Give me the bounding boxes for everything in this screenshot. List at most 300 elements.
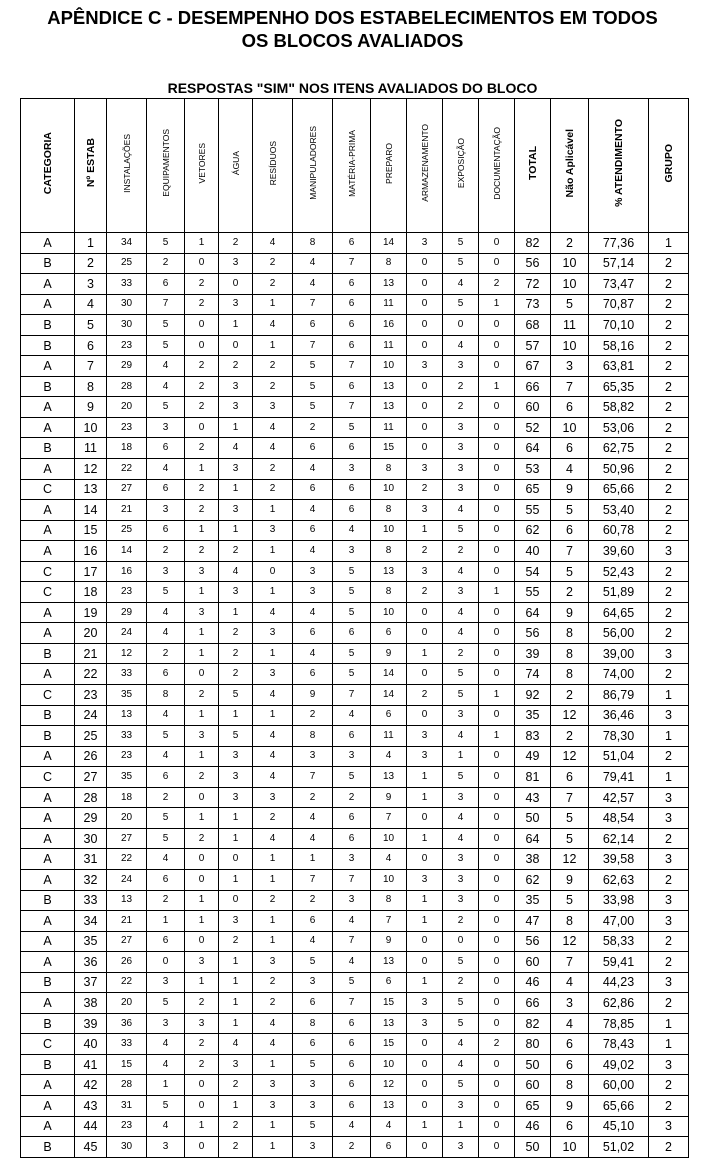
table-cell: 2 [253, 376, 293, 397]
table-cell: 56 [515, 623, 551, 644]
table-cell: 2 [147, 890, 185, 911]
table-cell: 7 [333, 869, 371, 890]
table-cell: 10 [551, 335, 589, 356]
table-cell: 0 [479, 479, 515, 500]
table-row [21, 417, 689, 438]
table-cell: 9 [551, 602, 589, 623]
table-cell: 4 [333, 1116, 371, 1137]
table-cell: 3 [147, 1137, 185, 1158]
table-cell: 2 [333, 787, 371, 808]
table-cell: 3 [219, 767, 253, 788]
table-cell: 1 [219, 972, 253, 993]
table-cell: 3 [219, 397, 253, 418]
table-cell: 2 [185, 294, 219, 315]
table-cell: 0 [407, 315, 443, 336]
table-row [21, 931, 689, 952]
table-cell: 60,78 [589, 520, 649, 541]
table-cell: 23 [75, 685, 107, 706]
table-cell: 52 [515, 417, 551, 438]
table-cell: 6 [147, 869, 185, 890]
table-cell: 1 [407, 767, 443, 788]
table-cell: 24 [75, 705, 107, 726]
table-row [21, 952, 689, 973]
table-row [21, 911, 689, 932]
table-cell: 3 [649, 541, 689, 562]
table-cell: 2 [649, 274, 689, 295]
table-cell: 40 [515, 541, 551, 562]
table-row [21, 1137, 689, 1158]
table-cell: 33 [107, 1034, 147, 1055]
table-cell: 0 [407, 1034, 443, 1055]
table-cell: 1 [649, 1013, 689, 1034]
table-cell: 5 [293, 376, 333, 397]
table-cell: 2 [185, 500, 219, 521]
table-cell: 64,65 [589, 602, 649, 623]
table-cell: 0 [185, 315, 219, 336]
table-cell: 0 [407, 294, 443, 315]
table-cell: 2 [443, 397, 479, 418]
table-cell: 0 [479, 1137, 515, 1158]
column-header-label: VETORES [196, 142, 207, 184]
table-cell: 25 [107, 520, 147, 541]
table-cell: 2 [649, 931, 689, 952]
table-cell: 4 [293, 500, 333, 521]
table-cell: 45,10 [589, 1116, 649, 1137]
table-cell: B [21, 890, 75, 911]
table-cell: 4 [219, 561, 253, 582]
table-cell: 3 [649, 787, 689, 808]
table-row [21, 1095, 689, 1116]
table-cell: 3 [253, 1095, 293, 1116]
table-cell: 12 [551, 705, 589, 726]
table-cell: 0 [479, 561, 515, 582]
table-cell: 7 [551, 787, 589, 808]
table-cell: 4 [333, 952, 371, 973]
table-cell: 1 [253, 1137, 293, 1158]
table-cell: 0 [479, 623, 515, 644]
table-cell: 28 [75, 787, 107, 808]
table-cell: 0 [407, 849, 443, 870]
table-cell: 1 [253, 643, 293, 664]
table-cell: A [21, 459, 75, 480]
table-cell: 5 [551, 294, 589, 315]
table-cell: 0 [443, 315, 479, 336]
table-cell: 13 [371, 767, 407, 788]
table-cell: 0 [479, 253, 515, 274]
column-header [443, 99, 479, 233]
table-cell: 7 [147, 294, 185, 315]
table-cell: 9 [75, 397, 107, 418]
table-cell: 5 [443, 253, 479, 274]
table-cell: 1 [219, 520, 253, 541]
column-header [333, 99, 371, 233]
table-cell: 1 [253, 1054, 293, 1075]
table-cell: 64 [515, 602, 551, 623]
table-cell: 62,75 [589, 438, 649, 459]
table-row [21, 479, 689, 500]
table-cell: 66 [515, 993, 551, 1014]
table-cell: 0 [479, 931, 515, 952]
table-cell: 5 [333, 643, 371, 664]
table-cell: B [21, 1013, 75, 1034]
table-cell: 3 [147, 972, 185, 993]
table-cell: 13 [371, 561, 407, 582]
table-cell: 0 [479, 828, 515, 849]
table-cell: 8 [293, 726, 333, 747]
table-cell: 0 [479, 500, 515, 521]
table-cell: A [21, 623, 75, 644]
column-header [107, 99, 147, 233]
table-cell: 86,79 [589, 685, 649, 706]
table-cell: 1 [185, 643, 219, 664]
table-cell: 2 [253, 459, 293, 480]
table-row [21, 561, 689, 582]
table-cell: 0 [219, 274, 253, 295]
table-row [21, 746, 689, 767]
table-cell: 0 [185, 1137, 219, 1158]
table-cell: 6 [147, 274, 185, 295]
table-cell: 0 [407, 1075, 443, 1096]
table-cell: A [21, 869, 75, 890]
table-cell: 3 [75, 274, 107, 295]
table-cell: 2 [253, 274, 293, 295]
table-cell: 26 [107, 952, 147, 973]
table-cell: 56,00 [589, 623, 649, 644]
table-cell: 2 [407, 541, 443, 562]
table-cell: 65 [515, 1095, 551, 1116]
column-header [147, 99, 185, 233]
table-cell: 6 [293, 911, 333, 932]
table-cell: 2 [551, 726, 589, 747]
table-cell: 0 [479, 356, 515, 377]
table-cell: 3 [649, 1054, 689, 1075]
table-cell: 3 [253, 787, 293, 808]
table-cell: 0 [479, 787, 515, 808]
table-cell: 6 [333, 1095, 371, 1116]
table-cell: 33 [107, 274, 147, 295]
table-row [21, 643, 689, 664]
table-cell: 6 [333, 479, 371, 500]
table-cell: 4 [253, 438, 293, 459]
table-cell: 40 [75, 1034, 107, 1055]
table-cell: 5 [551, 500, 589, 521]
table-cell: 2 [551, 233, 589, 254]
table-cell: 6 [75, 335, 107, 356]
table-cell: C [21, 685, 75, 706]
table-cell: 3 [219, 582, 253, 603]
table-cell: 1 [219, 417, 253, 438]
table-cell: 10 [551, 1137, 589, 1158]
table-cell: 27 [107, 479, 147, 500]
table-cell: 73,47 [589, 274, 649, 295]
table-cell: 6 [147, 520, 185, 541]
table-cell: 2 [649, 828, 689, 849]
table-cell: 2 [219, 664, 253, 685]
table-cell: 2 [649, 335, 689, 356]
table-cell: 7 [371, 911, 407, 932]
table-cell: 49 [515, 746, 551, 767]
table-cell: 14 [107, 541, 147, 562]
table-subtitle: RESPOSTAS "SIM" NOS ITENS AVALIADOS DO BLOCO [167, 80, 538, 96]
table-cell: 2 [185, 438, 219, 459]
table-cell: 20 [75, 623, 107, 644]
table-cell: 11 [551, 315, 589, 336]
table-cell: 74 [515, 664, 551, 685]
table-cell: 4 [219, 438, 253, 459]
table-row [21, 500, 689, 521]
table-cell: 7 [551, 541, 589, 562]
table-cell: 1 [253, 849, 293, 870]
header-row [21, 99, 689, 233]
table-cell: 15 [107, 1054, 147, 1075]
table-cell: 4 [147, 459, 185, 480]
table-cell: 6 [333, 274, 371, 295]
column-header-label: CATEGORIA [41, 131, 54, 195]
table-cell: 1 [479, 726, 515, 747]
table-cell: 3 [253, 664, 293, 685]
column-header [649, 99, 689, 233]
table-cell: 10 [75, 417, 107, 438]
table-cell: 5 [147, 582, 185, 603]
table-cell: 3 [253, 952, 293, 973]
table-cell: 2 [219, 643, 253, 664]
table-cell: 0 [407, 335, 443, 356]
table-cell: 4 [147, 356, 185, 377]
table-cell: 1 [253, 582, 293, 603]
table-cell: 62,14 [589, 828, 649, 849]
table-cell: A [21, 993, 75, 1014]
table-cell: 78,85 [589, 1013, 649, 1034]
table-cell: 24 [107, 623, 147, 644]
table-cell: 15 [371, 438, 407, 459]
table-cell: 2 [147, 643, 185, 664]
table-row [21, 890, 689, 911]
table-cell: 1 [443, 1116, 479, 1137]
table-cell: 3 [649, 808, 689, 829]
table-cell: 7 [333, 253, 371, 274]
table-cell: B [21, 972, 75, 993]
table-cell: 25 [107, 253, 147, 274]
table-cell: 92 [515, 685, 551, 706]
table-cell: 4 [253, 685, 293, 706]
table-cell: 8 [551, 623, 589, 644]
table-cell: A [21, 541, 75, 562]
table-cell: 47,00 [589, 911, 649, 932]
table-cell: A [21, 664, 75, 685]
table-cell: 13 [371, 1095, 407, 1116]
table-cell: 6 [551, 1054, 589, 1075]
table-cell: 2 [649, 438, 689, 459]
table-cell: 36 [75, 952, 107, 973]
table-cell: 0 [407, 1054, 443, 1075]
table-cell: 0 [185, 1095, 219, 1116]
table-cell: 7 [333, 397, 371, 418]
table-cell: 3 [147, 500, 185, 521]
table-cell: 4 [333, 520, 371, 541]
table-cell: 23 [107, 1116, 147, 1137]
table-cell: 2 [649, 356, 689, 377]
table-cell: 0 [479, 746, 515, 767]
table-cell: 5 [333, 582, 371, 603]
table-cell: 6 [333, 808, 371, 829]
table-cell: 3 [219, 376, 253, 397]
table-cell: 8 [371, 582, 407, 603]
table-cell: 72 [515, 274, 551, 295]
table-cell: 0 [407, 705, 443, 726]
table-cell: 9 [371, 931, 407, 952]
table-cell: 70,87 [589, 294, 649, 315]
table-cell: 4 [443, 1034, 479, 1055]
table-row [21, 315, 689, 336]
table-cell: 6 [293, 438, 333, 459]
table-cell: 2 [551, 582, 589, 603]
table-cell: 2 [479, 274, 515, 295]
table-cell: B [21, 726, 75, 747]
table-cell: 4 [293, 808, 333, 829]
table-cell: 5 [443, 664, 479, 685]
table-cell: 11 [371, 417, 407, 438]
table-row [21, 233, 689, 254]
table-cell: 2 [219, 1116, 253, 1137]
table-cell: 2 [649, 664, 689, 685]
table-cell: 2 [443, 541, 479, 562]
table-cell: 3 [649, 643, 689, 664]
table-cell: 2 [219, 623, 253, 644]
table-row [21, 1075, 689, 1096]
table-cell: 2 [649, 479, 689, 500]
table-cell: 2 [649, 993, 689, 1014]
table-cell: 1 [253, 500, 293, 521]
table-cell: 1 [219, 828, 253, 849]
column-header [219, 99, 253, 233]
table-row [21, 1013, 689, 1034]
table-cell: 65,35 [589, 376, 649, 397]
table-cell: 1 [185, 890, 219, 911]
table-cell: 0 [479, 808, 515, 829]
table-cell: 1 [185, 1116, 219, 1137]
title-line-1: APÊNDICE C - DESEMPENHO DOS ESTABELECIMENTOS EM TODOS [47, 7, 658, 28]
table-cell: 0 [479, 335, 515, 356]
table-cell: 49,02 [589, 1054, 649, 1075]
table-cell: 0 [407, 397, 443, 418]
table-cell: 64 [515, 828, 551, 849]
table-cell: 0 [407, 952, 443, 973]
page-title [0, 6, 705, 52]
table-cell: 0 [479, 315, 515, 336]
table-cell: 37 [75, 972, 107, 993]
table-cell: 4 [443, 561, 479, 582]
table-row [21, 664, 689, 685]
table-cell: 48,54 [589, 808, 649, 829]
table-cell: 2 [219, 1137, 253, 1158]
table-cell: 1 [253, 931, 293, 952]
table-cell: 6 [293, 664, 333, 685]
table-cell: 6 [551, 397, 589, 418]
table-cell: 1 [407, 787, 443, 808]
table-cell: 8 [147, 685, 185, 706]
table-cell: 21 [75, 643, 107, 664]
table-cell: 31 [75, 849, 107, 870]
table-cell: A [21, 1116, 75, 1137]
table-cell: 10 [371, 479, 407, 500]
table-cell: 1 [649, 233, 689, 254]
table-cell: 22 [107, 972, 147, 993]
table-cell: 0 [185, 787, 219, 808]
column-header-label: DOCUMENTAÇÃO [491, 126, 502, 200]
column-header [293, 99, 333, 233]
table-cell: 2 [407, 479, 443, 500]
table-cell: A [21, 1095, 75, 1116]
table-cell: C [21, 1034, 75, 1055]
table-cell: 5 [147, 1095, 185, 1116]
table-row [21, 294, 689, 315]
column-header [371, 99, 407, 233]
table-cell: 1 [219, 1013, 253, 1034]
table-cell: 3 [649, 890, 689, 911]
table-cell: 4 [253, 828, 293, 849]
table-cell: 5 [333, 972, 371, 993]
table-cell: 53,40 [589, 500, 649, 521]
table-cell: 8 [551, 664, 589, 685]
table-cell: 3 [443, 438, 479, 459]
column-header [185, 99, 219, 233]
table-cell: 6 [293, 623, 333, 644]
table-cell: A [21, 746, 75, 767]
table-cell: 81 [515, 767, 551, 788]
table-cell: 2 [649, 500, 689, 521]
table-cell: 7 [551, 952, 589, 973]
table-cell: 1 [219, 952, 253, 973]
column-header-label: TOTAL [526, 145, 539, 181]
table-cell: 3 [443, 582, 479, 603]
table-cell: 22 [107, 849, 147, 870]
table-cell: 6 [333, 726, 371, 747]
table-cell: 4 [147, 849, 185, 870]
table-cell: 0 [185, 253, 219, 274]
table-cell: 1 [185, 459, 219, 480]
table-cell: 1 [649, 1034, 689, 1055]
table-cell: 4 [443, 274, 479, 295]
table-cell: 57 [515, 335, 551, 356]
table-cell: 1 [649, 726, 689, 747]
table-cell: 1 [185, 808, 219, 829]
table-cell: 17 [75, 561, 107, 582]
table-cell: 54 [515, 561, 551, 582]
table-cell: 3 [147, 1013, 185, 1034]
table-cell: 3 [219, 253, 253, 274]
table-cell: 80 [515, 1034, 551, 1055]
table-cell: 74,00 [589, 664, 649, 685]
table-cell: 1 [407, 890, 443, 911]
table-cell: 16 [75, 541, 107, 562]
table-cell: 6 [371, 1137, 407, 1158]
table-cell: 4 [443, 1054, 479, 1075]
table-cell: 1 [253, 911, 293, 932]
table-cell: 42,57 [589, 787, 649, 808]
table-cell: 67 [515, 356, 551, 377]
table-cell: 3 [443, 417, 479, 438]
table-cell: 65,66 [589, 1095, 649, 1116]
table-cell: 8 [371, 253, 407, 274]
table-cell: A [21, 787, 75, 808]
table-cell: 5 [333, 417, 371, 438]
table-cell: 13 [371, 274, 407, 295]
table-cell: 0 [479, 767, 515, 788]
table-row [21, 438, 689, 459]
table-cell: 3 [293, 1075, 333, 1096]
table-cell: C [21, 582, 75, 603]
table-cell: 18 [107, 787, 147, 808]
